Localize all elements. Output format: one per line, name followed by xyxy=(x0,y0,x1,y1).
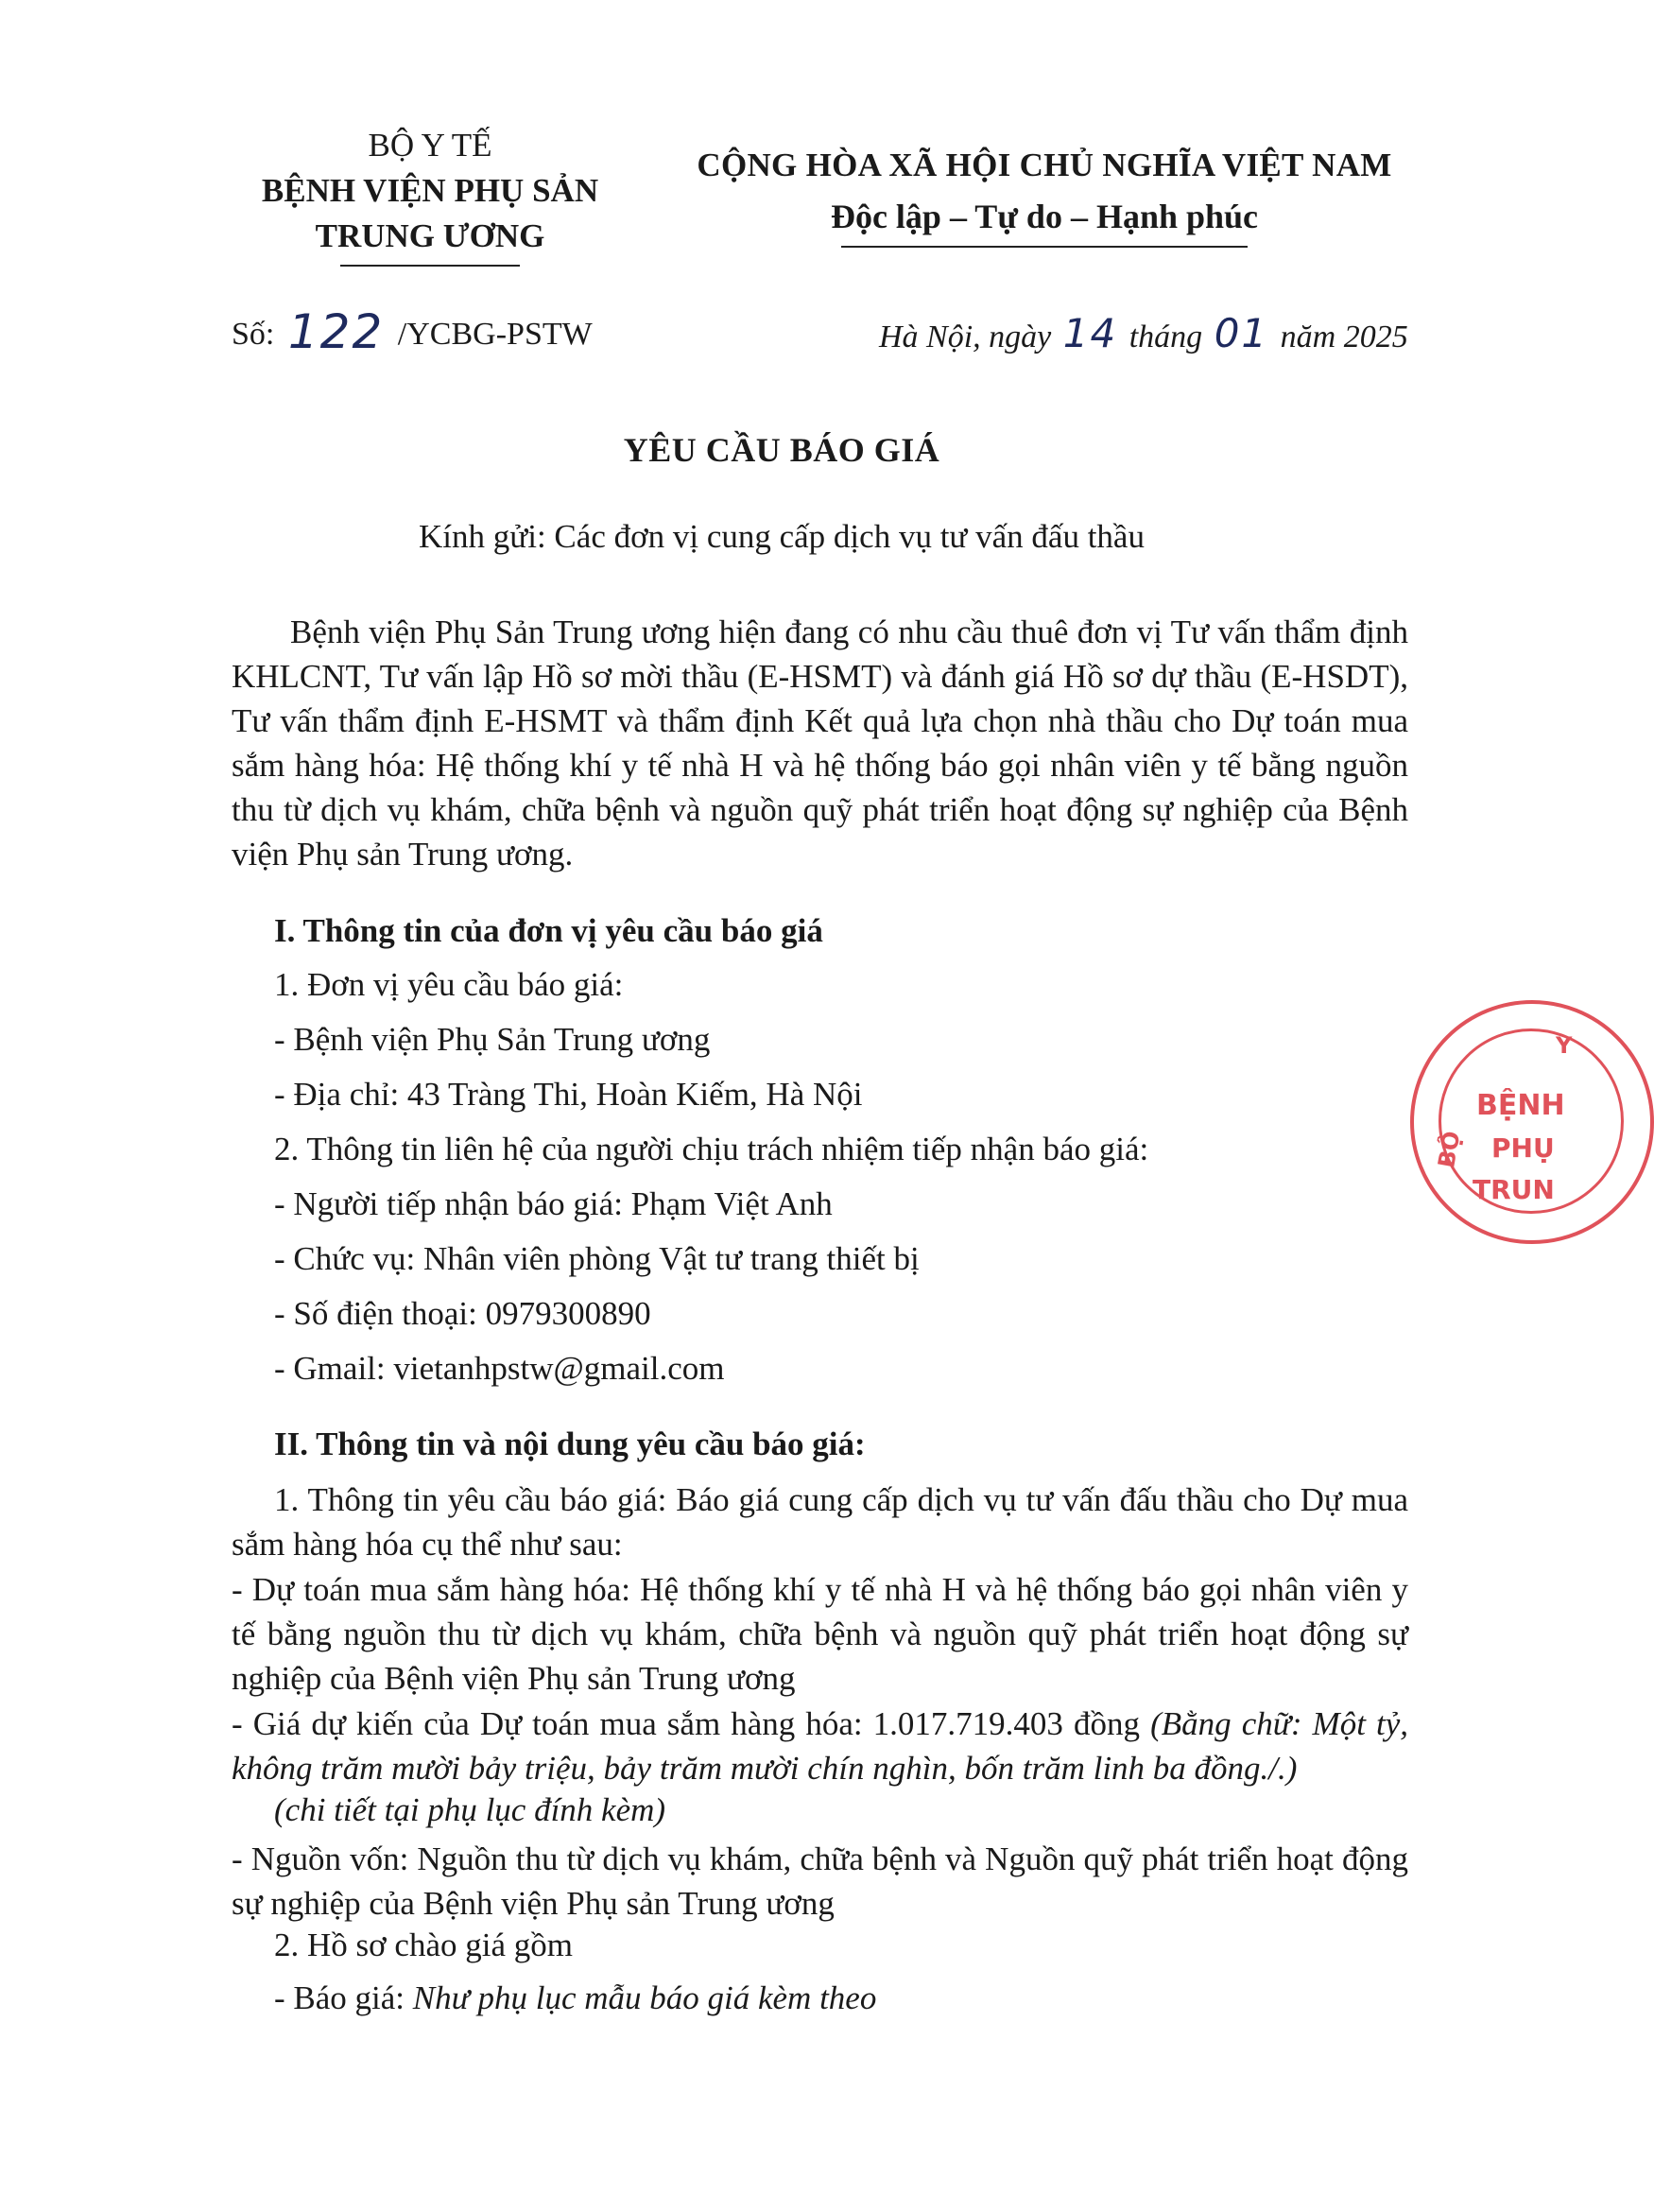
dossier-heading: 2. Hồ sơ chào giá gồm xyxy=(274,1927,573,1963)
national-motto: Độc lập – Tự do – Hạnh phúc xyxy=(830,198,1259,235)
issuer-underline xyxy=(340,265,520,267)
document-title: YÊU CẦU BÁO GIÁ xyxy=(623,431,940,469)
stamp-text-line1: BỆNH xyxy=(1476,1089,1565,1122)
national-header xyxy=(666,140,1422,248)
date-year: năm 2025 xyxy=(1280,320,1408,354)
contact-position: - Chức vụ: Nhân viên phòng Vật tư trang thiết bị xyxy=(274,1240,920,1277)
section1-heading: I. Thông tin của đơn vị yêu cầu báo giá xyxy=(274,912,823,949)
ministry-name: BỘ Y TẾ xyxy=(368,127,492,164)
date-month-label: tháng xyxy=(1129,320,1203,354)
quotation-label: - Báo giá: xyxy=(274,1979,405,2016)
section2-heading: II. Thông tin và nội dung yêu cầu báo giá: xyxy=(274,1426,866,1462)
stamp-text-line2: PHỤ xyxy=(1491,1132,1555,1164)
official-red-stamp xyxy=(1410,1000,1654,1244)
date-place: Hà Nội, ngày xyxy=(879,320,1052,354)
hospital-name-line1: BỆNH VIỆN PHỤ SẢN xyxy=(261,172,599,209)
hospital-name-line2: TRUNG ƯƠNG xyxy=(315,217,545,254)
stamp-text-line3: TRUN xyxy=(1473,1174,1555,1205)
unit-address: - Địa chỉ: 43 Tràng Thi, Hoàn Kiếm, Hà Nội xyxy=(274,1076,863,1113)
request-info: 1. Thông tin yêu cầu báo giá: Báo giá cung cấp dịch vụ tư vấn đấu thầu cho Dự mua sắm hàng hóa cụ thể như sau: xyxy=(232,1481,1408,1563)
contact-phone: - Số điện thoại: 0979300890 xyxy=(274,1295,651,1332)
estimated-price-amount: - Giá dự kiến của Dự toán mua sắm hàng hóa: 1.017.719.403 đồng xyxy=(232,1705,1141,1742)
intro-paragraph: Bệnh viện Phụ Sản Trung ương hiện đang có nhu cầu thuê đơn vị Tư vấn thẩm định KHLCNT, Tư vấn lập Hồ sơ mời thầu (E-HSMT) và đánh giá Hồ sơ dự thầu (E-HSDT), Tư vấn thẩm định E-HSMT và thẩm định Kết quả lựa chọn nhà thầu cho Dự toán mua sắm hàng hóa: Hệ thống khí y tế nhà H và hệ thống báo gọi nhân viên y tế bằng nguồn thu từ dịch vụ khám, chữa bệnh và nguồn quỹ phát triển hoạt động sự nghiệp của Bệnh viện Phụ sản Trung ương. xyxy=(232,613,1408,873)
reference-number xyxy=(232,301,593,359)
issuer-block xyxy=(208,123,652,267)
quotation-value: Như phụ lục mẫu báo giá kèm theo xyxy=(412,1979,877,2016)
estimated-price xyxy=(232,1702,1408,1790)
contact-receiver: - Người tiếp nhận báo giá: Phạm Việt Anh xyxy=(274,1185,833,1222)
section1-item1: 1. Đơn vị yêu cầu báo giá: xyxy=(274,966,624,1003)
funding-source: - Nguồn vốn: Nguồn thu từ dịch vụ khám, chữa bệnh và Nguồn quỹ phát triển hoạt động sự nghiệp của Bệnh viện Phụ sản Trung ương xyxy=(232,1840,1408,1922)
recipient-line: Kính gửi: Các đơn vị cung cấp dịch vụ tư vấn đấu thầu xyxy=(419,518,1145,555)
requesting-unit: - Bệnh viện Phụ Sản Trung ương xyxy=(274,1021,711,1058)
date-day-handwritten: 14 xyxy=(1062,310,1118,356)
estimated-price-in-words: (Bằng chữ: Một tỷ, không trăm mười bảy triệu, bảy trăm mười chín nghìn, bốn trăm linh ba đồng./.) xyxy=(232,1705,1409,1787)
procurement-estimate: - Dự toán mua sắm hàng hóa: Hệ thống khí y tế nhà H và hệ thống báo gọi nhân viên y tế bằng nguồn thu từ dịch vụ khám, chữa bệnh và nguồn quỹ phát triển hoạt động sự nghiệp của Bệnh viện Phụ sản Trung ương xyxy=(232,1571,1408,1697)
stamp-text-top: Y xyxy=(1556,1032,1573,1059)
motto-underline xyxy=(841,246,1248,248)
appendix-note: (chi tiết tại phụ lục đính kèm) xyxy=(274,1791,666,1828)
stamp-text-side: BỘ xyxy=(1433,1129,1466,1170)
reference-handwritten-number: 122 xyxy=(287,304,385,359)
nation-title: CỘNG HÒA XÃ HỘI CHỦ NGHĨA VIỆT NAM xyxy=(697,147,1392,183)
reference-suffix: /YCBG-PSTW xyxy=(397,317,593,352)
quotation-item xyxy=(274,1979,876,2017)
issue-date xyxy=(879,310,1408,356)
date-month-handwritten: 01 xyxy=(1214,310,1269,356)
section1-item2: 2. Thông tin liên hệ của người chịu trách nhiệm tiếp nhận báo giá: xyxy=(274,1131,1149,1167)
reference-prefix: Số: xyxy=(232,317,275,352)
contact-email: - Gmail: vietanhpstw@gmail.com xyxy=(274,1350,725,1387)
